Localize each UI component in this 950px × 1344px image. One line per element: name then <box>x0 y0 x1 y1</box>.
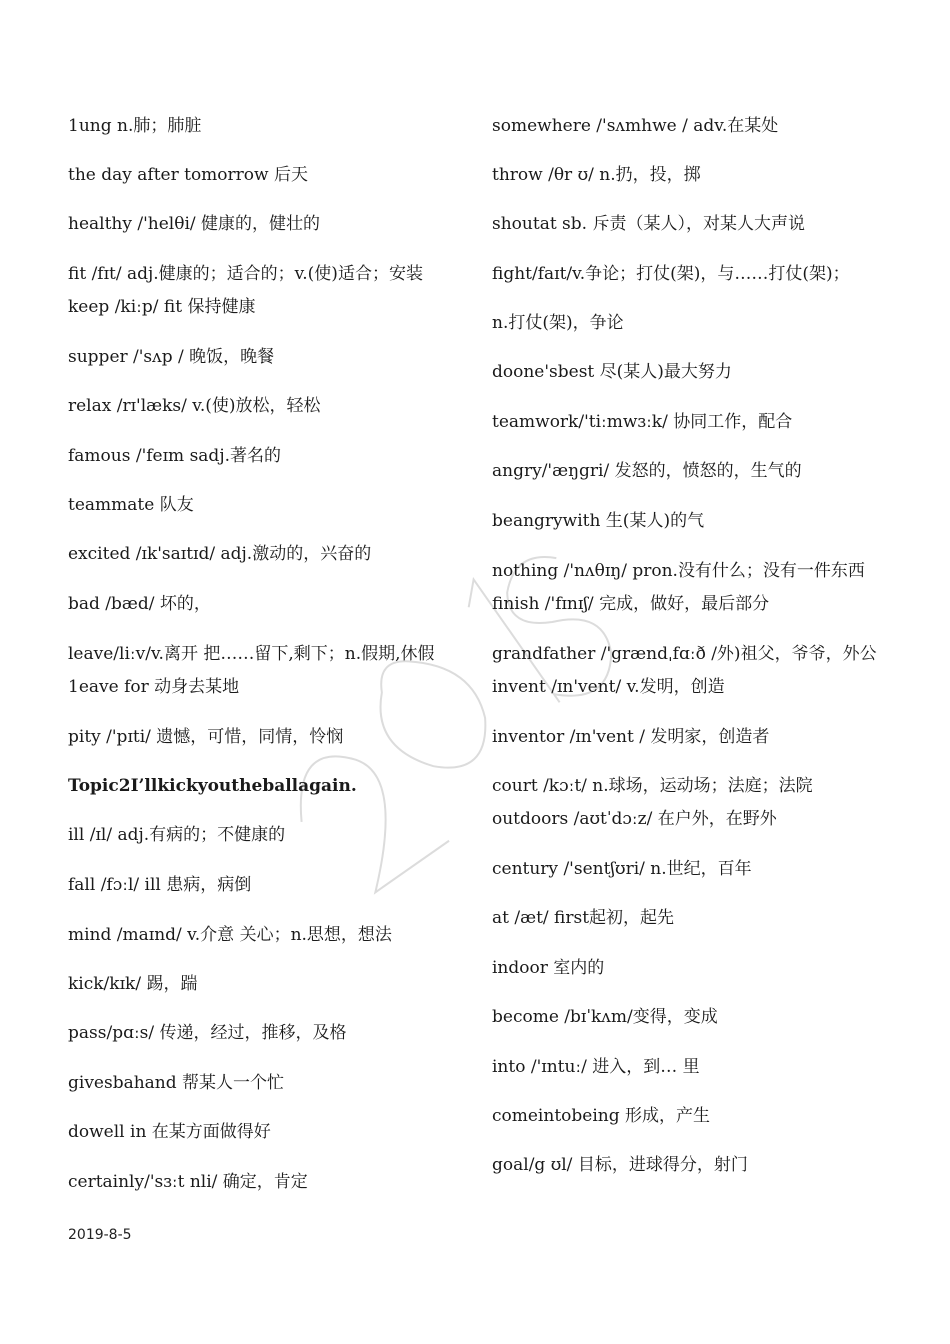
vocab-entry: court /kɔːt/ n.球场，运动场；法庭；法院 <box>492 776 813 796</box>
vocab-entry: ill /ɪl/ adj.有病的；不健康的 <box>68 825 286 845</box>
vocab-entry: bad /bæd/ 坏的， <box>68 594 211 614</box>
vocab-entry: 1eave for 动身去某地 <box>68 677 240 697</box>
vocab-entry: fall /fɔːl/ ill 患病，病倒 <box>68 875 252 895</box>
vocab-entry: the day after tomorrow 后天 <box>68 165 308 185</box>
vocab-entry: angry/'æŋgri/ 发怒的，愤怒的，生气的 <box>492 461 802 481</box>
vocab-entry: mind /maɪnd/ v.介意 关心；n.思想，想法 <box>68 925 392 945</box>
vocab-entry: pity /'pɪti/ 遗憾，可惜，同情，怜悯 <box>68 727 344 747</box>
vocab-entry: relax /rɪ'læks/ v.(使)放松，轻松 <box>68 396 321 416</box>
vocab-entry: givesbahand 帮某人一个忙 <box>68 1073 285 1093</box>
vocab-entry: goal/g ʊl/ 目标，进球得分，射门 <box>492 1155 748 1175</box>
vocab-entry: at /æt/ first起初，起先 <box>492 908 675 928</box>
vocab-entry: fight/faɪt/v.争论；打仗(架)，与……打仗(架)； <box>492 264 850 284</box>
footer-date: 2019-8-5 <box>68 1227 132 1243</box>
vocab-entry: supper /'sʌp / 晚饭，晚餐 <box>68 347 275 367</box>
vocab-entry: grandfather /'grændˌfɑːð /外)祖父，爷爷，外公 <box>492 644 877 664</box>
vocab-entry: beangrywith 生(某人)的气 <box>492 511 705 531</box>
vocab-entry: somewhere /'sʌmhwe / adv.在某处 <box>492 116 779 136</box>
vocab-entry: teammate 队友 <box>68 495 194 515</box>
vocab-entry: famous /'feɪm sadj.著名的 <box>68 446 281 466</box>
topic-heading: Topic2I’llkickyoutheballagain. <box>68 776 357 796</box>
vocab-entry: comeintobeing 形成，产生 <box>492 1106 711 1126</box>
vocab-entry: become /bɪˈkʌm/变得，变成 <box>492 1007 718 1027</box>
vocab-entry: 1ung n.肺；肺脏 <box>68 116 202 136</box>
vocab-entry: century /'sentʃʊri/ n.世纪，百年 <box>492 859 752 879</box>
vocab-entry: pass/pɑːs/ 传递，经过，推移，及格 <box>68 1023 347 1043</box>
vocab-entry: doone'sbest 尽(某人)最大努力 <box>492 362 732 382</box>
vocab-entry: shoutat sb. 斥责（某人），对某人大声说 <box>492 214 805 234</box>
vocab-entry: excited /ɪk'saɪtɪd/ adj.激动的，兴奋的 <box>68 544 372 564</box>
vocab-entry: nothing /'nʌθɪŋ/ pron.没有什么；没有一件东西 <box>492 561 865 581</box>
vocab-entry: n.打仗(架)，争论 <box>492 313 624 333</box>
vocab-entry: inventor /ɪn'vent / 发明家，创造者 <box>492 727 770 747</box>
vocab-entry: keep /kiːp/ fit 保持健康 <box>68 297 256 317</box>
vocab-entry: kick/kɪk/ 踢，踹 <box>68 974 198 994</box>
vocab-entry: leave/liːv/v.离开 把……留下,剩下；n.假期,休假 <box>68 644 435 664</box>
vocab-entry: healthy /'helθi/ 健康的，健壮的 <box>68 214 321 234</box>
vocab-entry: into /'ɪntuː/ 进入，到… 里 <box>492 1057 700 1077</box>
vocab-entry: fit /fɪt/ adj.健康的；适合的；v.(使)适合；安装 <box>68 264 423 284</box>
vocab-entry: indoor 室内的 <box>492 958 605 978</box>
vocab-entry: throw /θr ʊ/ n.扔，投，掷 <box>492 165 701 185</box>
vocab-entry: outdoors /aʊtˈdɔːz/ 在户外，在野外 <box>492 809 777 829</box>
vocab-entry: certainly/'sɜːt nli/ 确定，肯定 <box>68 1172 308 1192</box>
vocab-entry: dowell in 在某方面做得好 <box>68 1122 271 1142</box>
vocab-entry: teamwork/'tiːmwɜːk/ 协同工作，配合 <box>492 412 793 432</box>
vocab-entry: finish /'fɪnɪʃ/ 完成，做好，最后部分 <box>492 594 770 614</box>
vocab-entry: invent /ɪn'vent/ v.发明，创造 <box>492 677 725 697</box>
